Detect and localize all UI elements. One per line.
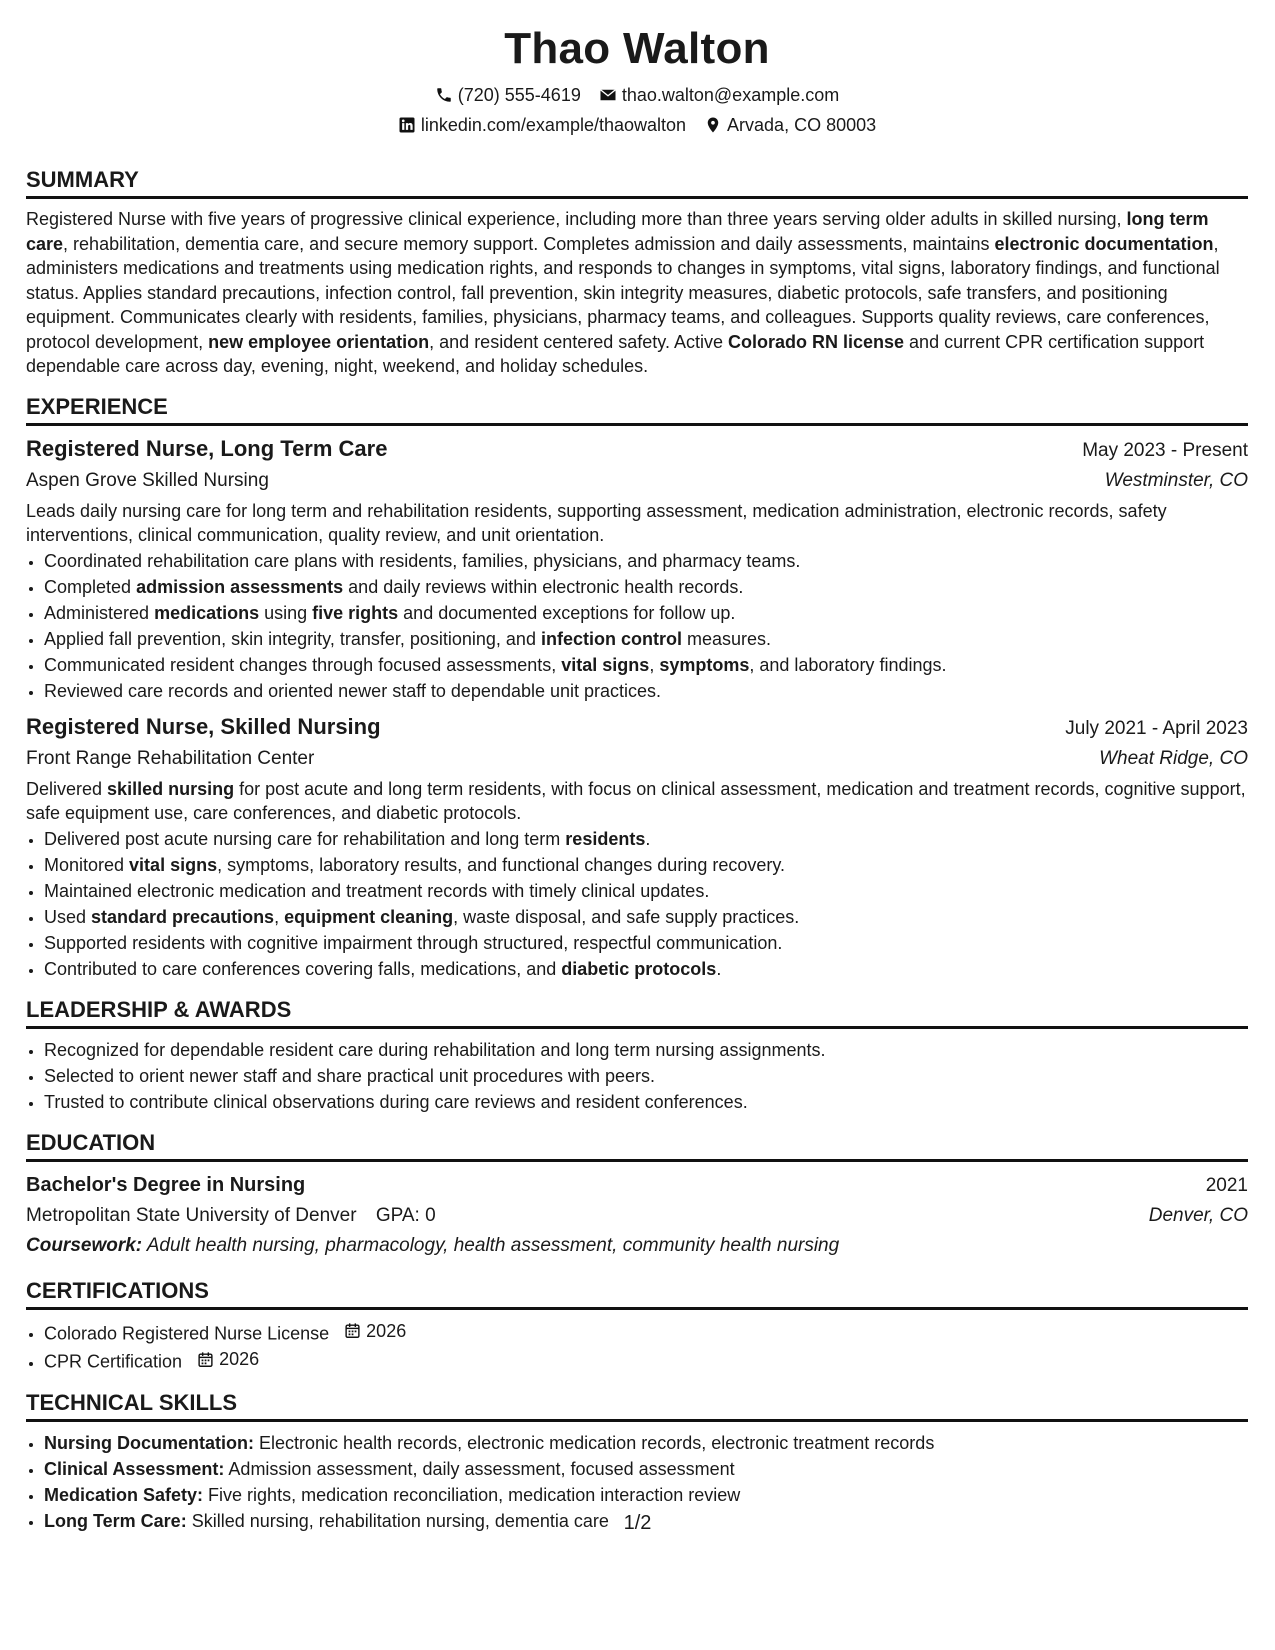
bold-text: admission assessments [136,576,344,597]
linkedin-text: linkedin.com/example/thaowalton [420,115,687,135]
text-segment: Registered Nurse with five years of progressive clinical experience, including more than three years serving older adults in skilled nursing, [26,209,1127,229]
experience-section [26,393,1248,982]
education-subheader [26,1201,1248,1231]
list-item: • Trusted to contribute clinical observations during care reviews and resident conferences. [44,1089,1248,1115]
coursework-text: Adult health nursing, pharmacology, health assessment, community health nursing [146,1234,840,1256]
school-location: Denver, CO [1148,1204,1248,1226]
text-segment: . [645,828,651,849]
text-segment: measures. [681,628,771,649]
certification-name: CPR Certification [44,1351,183,1372]
text-segment: , [649,654,660,675]
text-segment: , rehabilitation, dementia care, and secure memory support. Completes admission and daily assessments, maintains [63,233,995,254]
linkedin-contact[interactable] [398,110,686,140]
bold-text: new employee orientation [208,331,430,352]
degree-title: Bachelor's Degree in Nursing [26,1173,306,1196]
leadership-list [26,1037,1248,1115]
text-segment: , [274,906,285,927]
summary-text [26,207,1248,379]
phone-contact [435,80,581,110]
job-company: Aspen Grove Skilled Nursing [26,469,269,491]
section-title-summary: SUMMARY [26,166,1248,199]
list-item [44,626,1248,652]
list-item [44,878,1248,904]
bold-text: symptoms [659,654,750,675]
list-item [44,678,1248,704]
graduation-year: 2021 [1205,1174,1248,1196]
skill-label: Long Term Care: [44,1510,187,1531]
certification-year: 2026 [219,1349,260,1369]
text-segment: using [259,602,313,623]
list-item [44,852,1248,878]
list-item [44,548,1248,574]
location-text: Arvada, CO 80003 [727,115,877,135]
coursework [26,1231,1248,1261]
text-segment: Coordinated rehabilitation care plans with residents, families, physicians, and pharmacy teams. [44,550,801,571]
job-bullets [26,826,1248,982]
list-item [44,956,1248,982]
list-item [44,904,1248,930]
list-item [44,1318,1248,1347]
summary-section [26,166,1248,379]
bold-text: Colorado RN license [728,331,905,352]
certification-name: Colorado Registered Nurse License [44,1323,330,1343]
skill-text: Five rights, medication reconciliation, medication interaction review [208,1484,741,1505]
section-title-certifications: CERTIFICATIONS [26,1277,1248,1310]
job-header [26,712,1248,744]
skill-label: Medication Safety: [44,1484,204,1505]
school-name: Metropolitan State University of Denver [26,1204,357,1226]
job-description [26,499,1248,548]
text-segment: Maintained electronic medication and treatment records with timely clinical updates. [44,880,710,901]
text-segment: Delivered [26,778,108,799]
bold-text: five rights [312,602,399,623]
list-item: • Recognized for dependable resident care during rehabilitation and long term nursing assignments. [44,1037,1248,1063]
list-item [44,574,1248,600]
skill-label: Nursing Documentation: [44,1432,254,1453]
job-location: Westminster, CO [1104,469,1248,491]
list-item [44,600,1248,626]
bold-text: diabetic protocols [561,958,717,979]
list-item: • Selected to orient newer staff and share practical unit procedures with peers. [44,1063,1248,1089]
text-segment: Delivered post acute nursing care for rehabilitation and long term [44,828,566,849]
bold-text: infection control [540,628,682,649]
certification-year: 2026 [366,1320,407,1341]
text-segment: , and laboratory findings. [749,654,947,675]
job-header [26,434,1248,466]
list-item [44,1346,1248,1375]
bold-text: residents [565,828,646,849]
coursework-label: Coursework: [26,1234,143,1256]
list-item [44,652,1248,678]
certification-date [344,1318,406,1344]
list-item [44,1456,1248,1482]
job-subheader [26,744,1248,774]
certifications-section [26,1277,1248,1375]
section-title-skills: TECHNICAL SKILLS [26,1389,1248,1422]
bold-text: vital signs [561,654,650,675]
envelope-icon [599,86,617,104]
education-header [26,1170,1248,1201]
phone-text: (720) 555-4619 [457,85,581,105]
certifications-list [26,1318,1248,1375]
job-description [26,777,1248,826]
email-contact[interactable] [599,80,839,110]
map-pin-icon [704,116,722,134]
gpa: GPA: 0 [375,1204,436,1226]
job-title: Registered Nurse, Skilled Nursing [26,713,381,739]
contact-line-1 [26,80,1248,110]
job-entry [26,434,1248,704]
location-contact [704,110,876,140]
section-title-experience: EXPERIENCE [26,393,1248,426]
candidate-name: Thao Walton [504,24,770,73]
job-subheader [26,466,1248,496]
education-section [26,1129,1248,1261]
phone-icon [435,86,453,104]
text-segment: for post acute and long term residents, with focus on clinical assessment, medication and treatment records, cognitive support, safe equipment use, care conferences, and diabetic protocols. [26,778,1246,823]
bold-text: electronic documentation [994,233,1214,254]
bold-text: long term care [26,209,1209,254]
list-item [44,1482,1248,1508]
job-company: Front Range Rehabilitation Center [26,747,315,769]
skill-label: Clinical Assessment: [44,1458,225,1479]
text-segment: Supported residents with cognitive impairment through structured, respectful communication. [44,932,783,953]
bold-text: equipment cleaning [284,906,454,927]
text-segment: Contributed to care conferences covering falls, medications, and [44,958,562,979]
email-text: thao.walton@example.com [621,85,840,105]
text-segment: Used [44,906,92,927]
text-segment: , waste disposal, and safe supply practices. [453,906,800,927]
job-dates: May 2023 - Present [1082,439,1248,461]
bold-text: skilled nursing [107,778,235,799]
job-title: Registered Nurse, Long Term Care [26,435,388,461]
text-segment: and documented exceptions for follow up. [398,602,736,623]
text-segment: Monitored [44,854,130,875]
contact-line-2 [26,110,1248,140]
job-entry [26,712,1248,982]
linkedin-icon [398,116,416,134]
job-location: Wheat Ridge, CO [1099,747,1248,769]
school-info [26,1201,436,1231]
bold-text: vital signs [129,854,218,875]
skill-text: Electronic health records, electronic medication records, electronic treatment records [259,1432,935,1453]
leadership-section [26,996,1248,1115]
list-item [44,826,1248,852]
resume-page [26,0,1248,1534]
section-title-education: EDUCATION [26,1129,1248,1162]
text-segment: Reviewed care records and oriented newer staff to dependable unit practices. [44,680,662,701]
text-segment: Administered [44,602,155,623]
text-segment: , symptoms, laboratory results, and functional changes during recovery. [217,854,786,875]
skill-text: Admission assessment, daily assessment, focused assessment [228,1458,735,1479]
text-segment: and daily reviews within electronic health records. [343,576,744,597]
text-segment: Completed [44,576,137,597]
text-segment: , administers medications and treatments using medication rights, and responds to changes in symptoms, vital signs, laboratory findings, and functional status. Applies standard precautions, infection control, fall prevention, skin integrity measures, diabetic protocols, safe transfers, and positioning equipment. Communicates clearly with residents, families, physicians, pharmacy teams, and colleagues. Supports quality reviews, care conferences, protocol development, [26,233,1220,352]
calendar-icon [197,1351,214,1368]
text-segment: and current CPR certification support dependable care across day, evening, night, weekend, and holiday schedules. [26,331,1205,376]
text-segment: Leads daily nursing care for long term and rehabilitation residents, supporting assessment, medication administration, electronic records, safety interventions, clinical communication, quality review, and unit orientation. [26,500,1167,545]
list-item [44,1430,1248,1456]
certification-date [197,1346,259,1372]
page-number: 1/2 [623,1512,652,1534]
text-segment: Applied fall prevention, skin integrity, transfer, positioning, and [44,628,541,649]
job-bullets [26,548,1248,704]
list-item [44,930,1248,956]
bold-text: medications [154,602,260,623]
text-segment: Communicated resident changes through focused assessments, [44,654,562,675]
text-segment: . [716,958,722,979]
job-dates: July 2021 - April 2023 [1065,717,1248,739]
calendar-icon [344,1322,361,1339]
text-segment: , and resident centered safety. Active [429,331,728,352]
section-title-leadership: LEADERSHIP & AWARDS [26,996,1248,1029]
skill-text: Skilled nursing, rehabilitation nursing, dementia care [191,1510,609,1531]
bold-text: standard precautions [91,906,275,927]
